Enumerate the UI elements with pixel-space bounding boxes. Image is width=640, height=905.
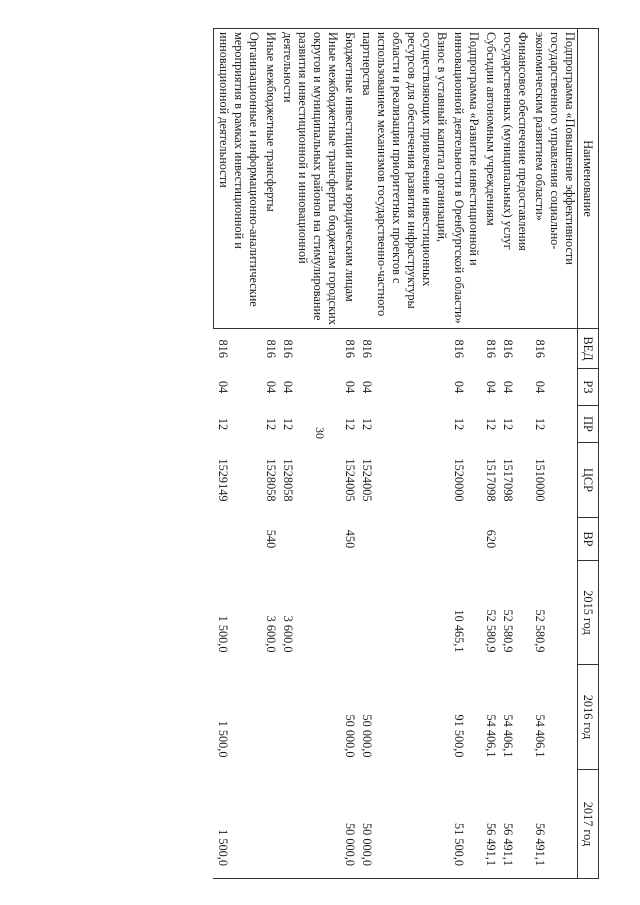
row-rz: 04 <box>501 380 515 394</box>
row-ved: 816 <box>484 339 498 358</box>
row-csr: 1517098 <box>501 458 515 502</box>
row-csr: 1510000 <box>533 458 547 502</box>
row-2016: 54 406,1 <box>501 714 515 758</box>
row-pr: 12 <box>501 417 515 431</box>
row-vr <box>214 518 262 561</box>
row-name: Иные межбюджетные трансферты бюджетам городских округов и муниципальных районов на стимулирование развития инвестиционной и инновационной деятельности <box>278 29 340 329</box>
row-2016: 50 000,0 <box>360 714 374 758</box>
header-pr: ПР <box>578 406 599 443</box>
row-ved: 816 <box>264 339 278 358</box>
row-name: Организационные и информационно-аналитические мероприятия в рамках инвестиционной и инновационной деятельности <box>214 29 262 329</box>
row-csr: 1524005 <box>360 458 374 502</box>
table-row <box>340 29 357 879</box>
row-name: Подпрограмма «Развитие инвестиционной и инновационной деятельности в Оренбургской области» <box>449 29 481 329</box>
row-2015: 52 580,9 <box>533 609 547 653</box>
row-2017: 56 491,1 <box>530 770 578 879</box>
table-row <box>481 29 498 879</box>
row-pr: 12 <box>360 417 374 431</box>
row-rz: 04 <box>533 380 547 394</box>
rotated-page-content <box>74 28 599 878</box>
table-row <box>530 29 578 879</box>
row-2017: 51 500,0 <box>449 770 481 879</box>
row-2016: 1 500,0 <box>216 720 231 758</box>
row-csr: 1517098 <box>484 458 498 502</box>
row-vr <box>278 518 340 561</box>
row-ved: 816 <box>533 339 547 358</box>
row-2017: 1 500,0 <box>214 770 262 879</box>
table-row <box>214 29 262 879</box>
row-rz: 04 <box>343 380 357 394</box>
row-vr <box>530 518 578 561</box>
row-ved: 816 <box>216 339 231 358</box>
row-2015: 52 580,9 <box>501 609 515 653</box>
row-csr: 1524005 <box>343 458 357 502</box>
row-rz: 04 <box>484 380 498 394</box>
row-ved: 816 <box>343 339 357 358</box>
table-row <box>261 29 278 879</box>
header-ved: ВЕД <box>578 329 599 369</box>
row-2016: 54 406,1 <box>484 714 498 758</box>
row-rz: 04 <box>360 380 374 394</box>
table-row <box>449 29 481 879</box>
row-rz: 04 <box>281 380 295 394</box>
row-pr: 12 <box>264 417 278 431</box>
row-2017: 50 000,0 <box>357 770 449 879</box>
row-vr: 450 <box>343 529 357 549</box>
row-2017: 56 491,1 <box>498 770 530 879</box>
row-vr <box>357 518 449 561</box>
header-vr: ВР <box>578 518 599 561</box>
row-pr: 12 <box>533 417 547 431</box>
row-2015: 10 465,1 <box>452 609 466 653</box>
row-csr: 1520000 <box>452 458 466 502</box>
row-pr: 12 <box>484 417 498 431</box>
row-2015: 3 600,0 <box>264 615 278 653</box>
row-2016: 50 000,0 <box>343 714 357 758</box>
row-ved: 816 <box>452 339 466 358</box>
row-csr: 1528058 <box>281 458 295 502</box>
row-2016 <box>278 665 340 770</box>
budget-table <box>213 28 599 879</box>
row-2016 <box>261 665 278 770</box>
header-csr: ЦСР <box>578 443 599 518</box>
row-pr: 12 <box>343 417 357 431</box>
table-row <box>498 29 530 879</box>
row-2015: 3 600,0 <box>281 615 295 653</box>
row-csr: 1529149 <box>216 458 231 502</box>
row-2015: 52 580,9 <box>484 609 498 653</box>
header-2015: 2015 год <box>578 561 599 665</box>
table-header-row <box>578 29 599 879</box>
row-rz: 04 <box>264 380 278 394</box>
header-name: Наименование <box>578 29 599 329</box>
row-pr: 12 <box>281 417 295 431</box>
row-2017 <box>278 770 340 879</box>
row-2015 <box>357 561 449 665</box>
row-vr: 540 <box>264 529 278 549</box>
header-2017: 2017 год <box>578 770 599 879</box>
row-2016: 91 500,0 <box>452 714 466 758</box>
header-rz: РЗ <box>578 369 599 406</box>
row-vr <box>449 518 481 561</box>
row-name: Бюджетные инвестиции иным юридическим лицам <box>340 29 357 329</box>
row-csr: 1528058 <box>264 458 278 502</box>
row-pr: 12 <box>216 417 231 431</box>
row-name: Субсидии автономным учреждениям <box>481 29 498 329</box>
row-2015: 1 500,0 <box>216 615 231 653</box>
row-name: Подпрограмма «Повышение эффективности государственного управления социально-экономическим развитием области» <box>530 29 578 329</box>
row-2015 <box>340 561 357 665</box>
header-2016: 2016 год <box>578 665 599 770</box>
row-2017: 50 000,0 <box>340 770 357 879</box>
row-2017: 56 491,1 <box>481 770 498 879</box>
table-row <box>357 29 449 879</box>
row-ved: 816 <box>360 339 374 358</box>
row-name: Взнос в уставный капитал организаций, осуществляющих привлечение инвестиционных ресурсов для обеспечения развития инфраструктуры области и реализации приоритетных проектов с использованием механизмов государственно-частного партнерства <box>357 29 449 329</box>
row-2017 <box>261 770 278 879</box>
row-name: Иные межбюджетные трансферты <box>261 29 278 329</box>
row-rz: 04 <box>452 380 466 394</box>
table-row <box>278 29 340 879</box>
row-name: Финансовое обеспечение предоставления государственных (муниципальных) услуг <box>498 29 530 329</box>
row-2016: 54 406,1 <box>533 714 547 758</box>
row-vr: 620 <box>484 529 498 549</box>
row-ved: 816 <box>501 339 515 358</box>
row-ved: 816 <box>281 339 295 358</box>
row-rz: 04 <box>216 380 231 394</box>
row-pr: 12 <box>452 417 466 431</box>
page-number: 30 <box>313 427 327 439</box>
row-vr <box>498 518 530 561</box>
